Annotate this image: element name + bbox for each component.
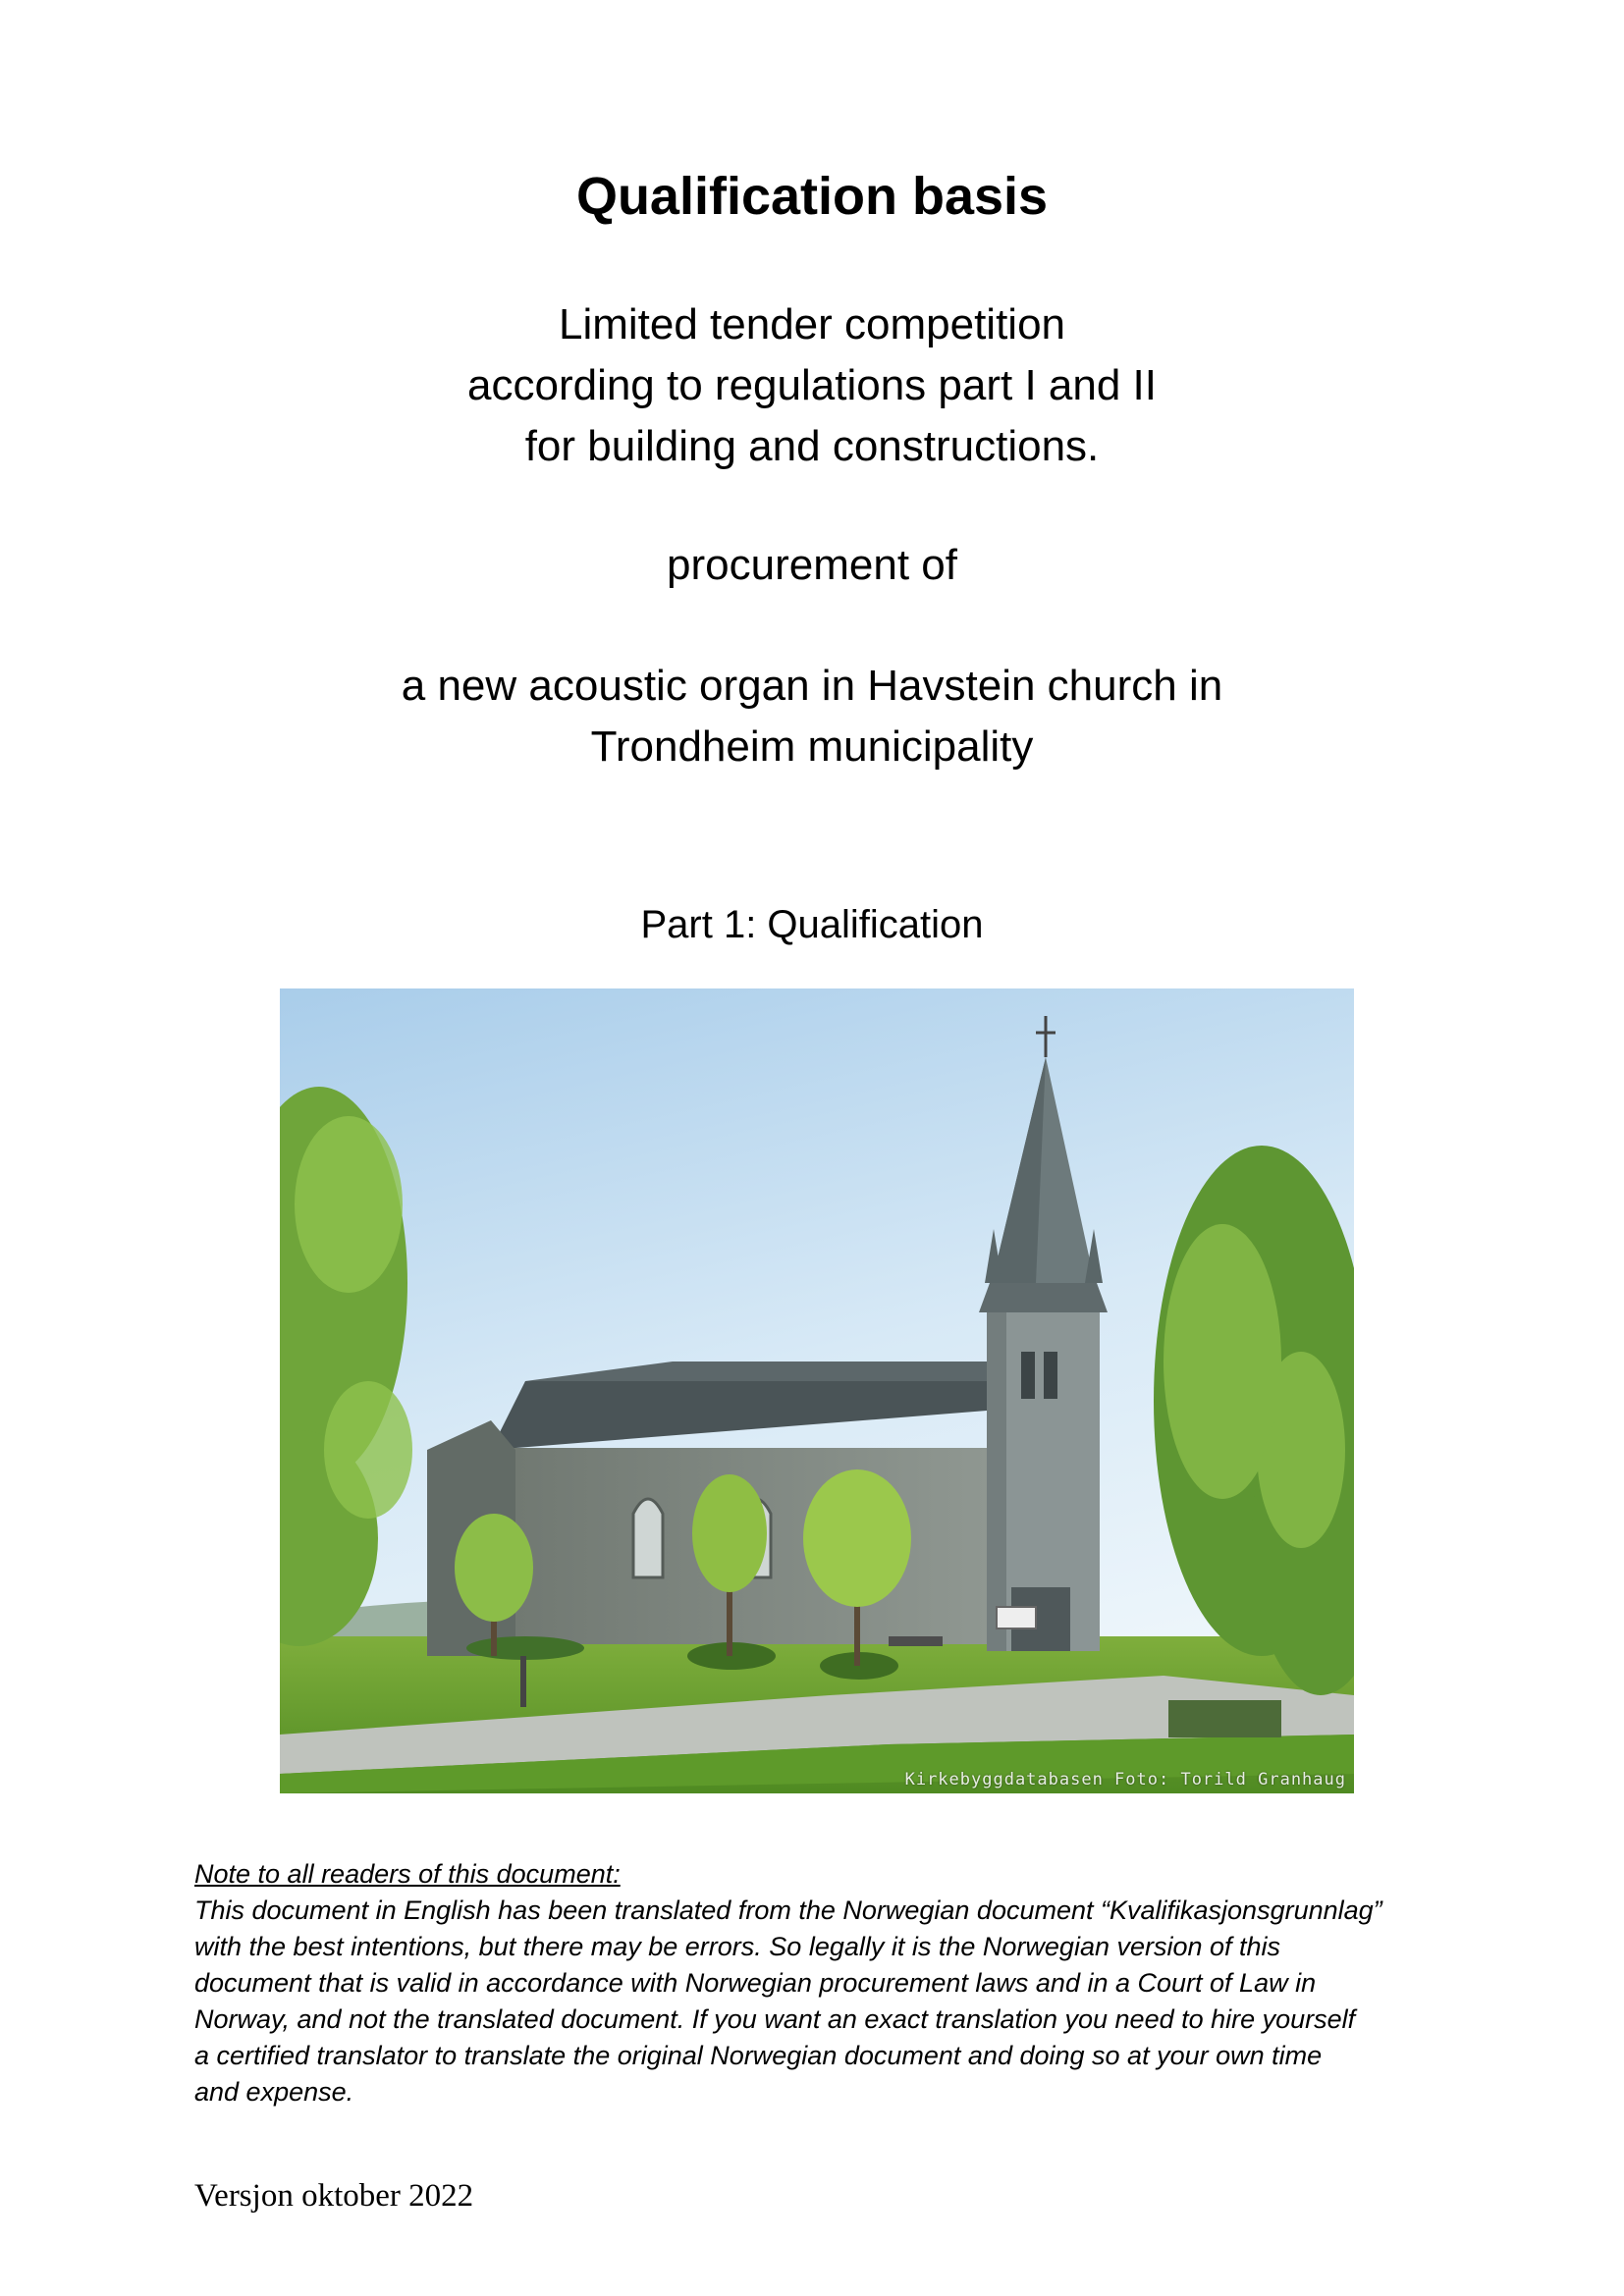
document-title: Qualification basis (575, 167, 1049, 226)
subtitle-line: for building and constructions. (524, 422, 1100, 470)
note-line: Norway, and not the translated document. If you want an exact translation you need to hire yourself (194, 2004, 1356, 2034)
note-line: This document in English has been translated from the Norwegian document “Kvalifikasjonsgrunnlag” (194, 1896, 1382, 1925)
note-heading: Note to all readers of this document: (194, 1859, 621, 1889)
document-subtitle (0, 294, 1624, 477)
church-photo (280, 988, 1354, 1793)
procurement-label: procurement of (667, 541, 957, 589)
photo-caption: Kirkebyggdatabasen Foto: Torild Granhaug (904, 1770, 1346, 1789)
note-line: with the best intentions, but there may be errors. So legally it is the Norwegian version of this (194, 1932, 1281, 1961)
project-line: a new acoustic organ in Havstein church in (401, 662, 1223, 710)
subtitle-line: according to regulations part I and II (467, 361, 1157, 409)
translation-note (194, 1856, 1461, 2110)
project-line: Trondheim municipality (590, 722, 1034, 771)
note-line: a certified translator to translate the original Norwegian document and doing so at your own time (194, 2041, 1323, 2070)
note-line: and expense. (194, 2077, 354, 2107)
version-label: Versjon oktober 2022 (194, 2178, 474, 2214)
subtitle-line: Limited tender competition (558, 300, 1066, 348)
part-heading: Part 1: Qualification (640, 903, 984, 946)
note-line: document that is valid in accordance with Norwegian procurement laws and in a Court of Law in (194, 1968, 1317, 1998)
project-description (0, 656, 1624, 777)
